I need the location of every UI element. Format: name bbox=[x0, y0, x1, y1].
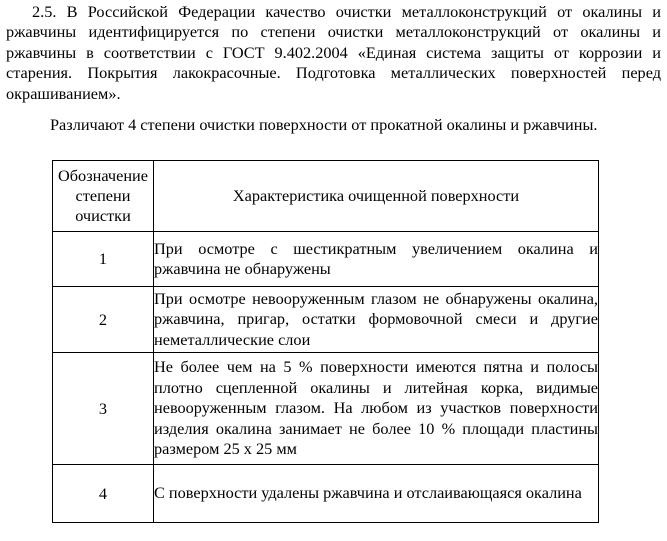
cleaning-grades-table bbox=[52, 160, 599, 523]
grade-description: С поверхности удалены ржавчина и отслаивающаяся окалина bbox=[154, 465, 599, 523]
grade-description: При осмотре с шестикратным увеличением окалина и ржавчина не обнаружены bbox=[154, 232, 599, 287]
grade-description: При осмотре невооруженным глазом не обнаружены окалина, ржавчина, пригар, остатки формовочной смеси и другие неметаллические слои bbox=[154, 287, 599, 353]
header-surface-characteristic: Характеристика очищенной поверхности bbox=[154, 161, 599, 232]
lead-sentence: Различают 4 степени очистки поверхности от прокатной окалины и ржавчины. bbox=[50, 115, 598, 134]
grade-number: 2 bbox=[53, 287, 154, 353]
grade-number: 4 bbox=[53, 465, 154, 523]
grade-number: 3 bbox=[53, 353, 154, 465]
grade-number: 1 bbox=[53, 232, 154, 287]
table-row bbox=[53, 232, 599, 287]
table-row bbox=[53, 353, 599, 465]
table-row bbox=[53, 287, 599, 353]
grade-description: Не более чем на 5 % поверхности имеются пятна и полосы плотно сцепленной окалины и литейная корка, видимые невооруженным глазом. На любом из участков поверхности изделия окалина занимает не более 10 % площади пластины размером 25 х 25 мм bbox=[154, 353, 599, 465]
table-row bbox=[53, 465, 599, 523]
intro-paragraph: 2.5. В Российской Федерации качество очистки металлоконструкций от окалины и ржавчины идентифицируется по степени очистки металлоконструкций от окалины и ржавчины в соответствии с ГОСТ 9.402.2004 «Единая система защиты от коррозии и старения. Покрытия лакокрасочные. Подготовка металлических поверхностей перед окрашиванием». bbox=[6, 2, 661, 103]
table-header-row bbox=[53, 161, 599, 232]
header-grade-designation: Обозначение степени очистки bbox=[53, 161, 154, 232]
